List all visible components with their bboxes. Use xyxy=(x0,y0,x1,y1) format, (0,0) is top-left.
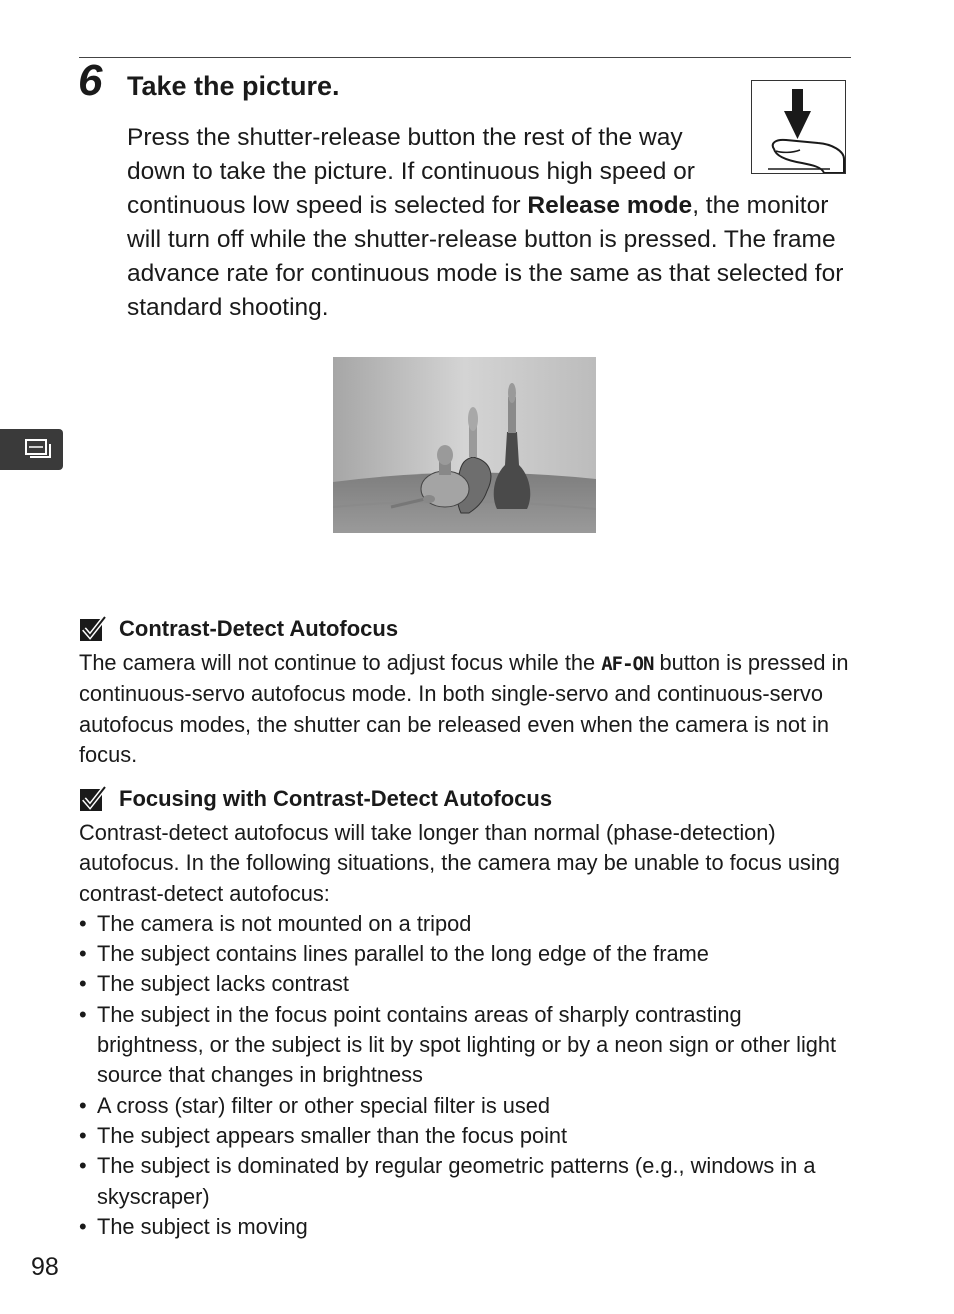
page-number: 98 xyxy=(31,1253,59,1281)
note-title-contrast-detect: Contrast-Detect Autofocus xyxy=(79,614,398,644)
list-item: • The subject contains lines parallel to the long edge of the frame xyxy=(79,939,854,969)
release-mode-term: Release mode xyxy=(527,192,693,219)
sample-photo-perfume-bottles xyxy=(333,357,596,533)
note-body-contrast-detect: The camera will not continue to adjust focus while the AF-ON button is pressed in continuous-servo autofocus mode. In both single-servo and continuous-servo autofocus modes, the shutter can be released even when the camera is not in focus. xyxy=(79,650,849,767)
step-body: Press the shutter-release button the rest of the way down to take the picture. If continuous high speed or continuous low speed is selected for Release mode, the monitor will turn off while the shutter-release button is pressed. The frame advance rate for continuous mode is the same as that selected for standard shooting. xyxy=(127,124,844,321)
list-item: • The subject appears smaller than the focus point xyxy=(79,1121,854,1151)
live-view-icon xyxy=(0,429,63,470)
note-body-focusing xyxy=(79,818,854,1242)
live-view-tab xyxy=(0,429,63,470)
list-item: • The camera is not mounted on a tripod xyxy=(79,909,854,939)
note-check-icon xyxy=(79,616,107,642)
list-item: • The subject is dominated by regular geometric patterns (e.g., windows in a skyscraper) xyxy=(79,1151,854,1212)
top-rule xyxy=(79,57,851,58)
list-item: • The subject is moving xyxy=(79,1212,854,1242)
list-item: • The subject in the focus point contains areas of sharply contrasting brightness, or the subject is lit by spot lighting or by a neon sign or other light source that changes in brightness xyxy=(79,1000,854,1091)
step-number: 6 xyxy=(78,56,103,105)
list-item: • The subject lacks contrast xyxy=(79,969,854,999)
step-title: Take the picture. xyxy=(127,71,340,101)
list-item: • A cross (star) filter or other special filter is used xyxy=(79,1091,854,1121)
note-title-focusing: Focusing with Contrast-Detect Autofocus xyxy=(79,784,552,814)
af-on-button-label: AF-ON xyxy=(601,653,654,675)
note-check-icon xyxy=(79,786,107,812)
situation-list xyxy=(79,909,854,1242)
note2-intro: Contrast-detect autofocus will take longer than normal (phase-detection) autofocus. In the following situations, the camera may be unable to focus using contrast-detect autofocus: xyxy=(79,820,840,906)
